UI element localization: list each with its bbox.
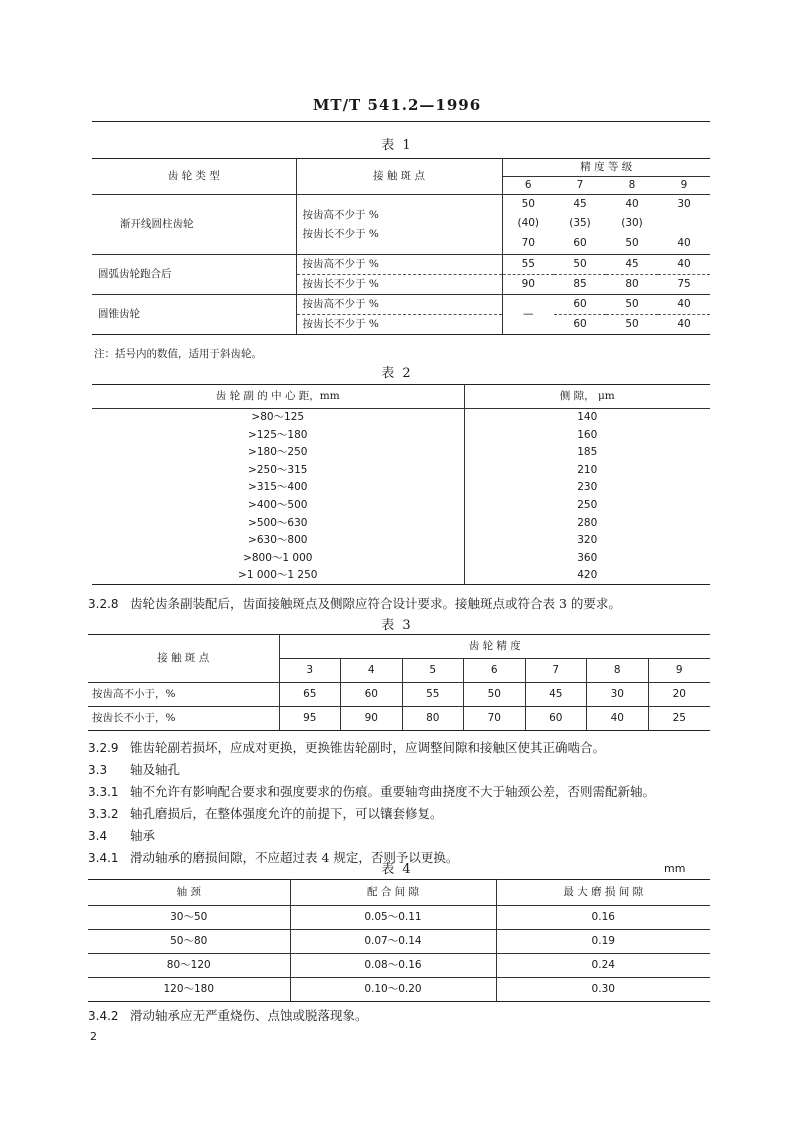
table3-value: 50: [464, 683, 526, 707]
table-row: [92, 567, 710, 585]
table3-grade: 5: [402, 659, 464, 683]
table1-value: 75: [658, 275, 710, 295]
table1-value: 40: [658, 315, 710, 335]
table3-value: 90: [341, 707, 403, 731]
table1-value: 55: [502, 255, 554, 275]
table3-row-label: 按齿长不小于，%: [88, 707, 279, 731]
table4-caption: 表 4: [381, 862, 413, 877]
clause-3-3-1: [88, 782, 655, 800]
table4-max: 0.30: [591, 983, 615, 996]
table1-grade: 9: [658, 177, 710, 195]
table1-value: (35): [569, 217, 591, 230]
clause-text: 轴孔磨损后，在整体强度允许的前提下，可以镶套修复。: [130, 806, 443, 821]
table3-value: 30: [587, 683, 649, 707]
table2-backlash: 420: [577, 569, 598, 582]
table3-value: 20: [648, 683, 710, 707]
clause-number: 3.3: [88, 763, 108, 777]
table1-grade: 7: [554, 177, 606, 195]
table4-fit: 0.08～0.16: [290, 954, 496, 978]
table4-fit: 0.10～0.20: [290, 978, 496, 1002]
clause-number: 3.2.9: [88, 741, 119, 755]
table1-header-contact: 接 触 斑 点: [296, 159, 502, 195]
table-row: [88, 930, 710, 954]
table1-value: 60: [554, 233, 606, 255]
clause-3-3: [88, 760, 180, 778]
table3-grade: 7: [525, 659, 587, 683]
clause-number: 3.2.8: [88, 597, 119, 611]
table2-distance: >1 000～1 250: [92, 567, 464, 585]
table1-value: (40): [517, 217, 540, 230]
table-row: [92, 426, 710, 444]
table3-value: 55: [402, 683, 464, 707]
table1-value: 60: [554, 295, 606, 315]
clause-number: 3.4: [88, 829, 108, 843]
table2-distance: >180～250: [92, 444, 464, 462]
table1-grade: 6: [502, 177, 554, 195]
table1-header-grade: 精 度 等 级: [502, 159, 710, 177]
table4-fit: 0.07～0.14: [290, 930, 496, 954]
table1-value: 40: [625, 198, 639, 211]
table1-value: 40: [658, 295, 710, 315]
table4-journal: 30～50: [88, 906, 290, 930]
table-row: [88, 683, 710, 707]
table1: [92, 158, 710, 335]
table1-contact-length: 按齿长不少于 %: [296, 315, 502, 335]
clause-number: 3.3.2: [88, 807, 119, 821]
table-row: [92, 461, 710, 479]
table4-journal: 50～80: [88, 930, 290, 954]
table4-header-journal: 轴 颈: [88, 880, 290, 906]
table2-backlash: 360: [577, 551, 598, 564]
table3-value: 80: [402, 707, 464, 731]
table3-value: 45: [525, 683, 587, 707]
table-row: [92, 409, 710, 427]
table1-value: 40: [658, 233, 710, 255]
table2-distance: >400～500: [92, 496, 464, 514]
table2-header-center-distance: 齿 轮 副 的 中 心 距，mm: [92, 385, 464, 409]
table1-value: 70: [502, 233, 554, 255]
clause-3-3-2: [88, 804, 443, 822]
table4-max: 0.19: [496, 930, 710, 954]
table1-value: 50: [606, 315, 658, 335]
clause-3-4: [88, 826, 155, 844]
table2-distance: >250～315: [92, 461, 464, 479]
table3-header-contact: 接 触 斑 点: [88, 635, 279, 683]
clause-number: 3.3.1: [88, 785, 119, 799]
table1-contact-length: 按齿长不少于 %: [302, 227, 379, 240]
clause-number: 3.4.1: [88, 851, 119, 865]
table2-backlash: 140: [577, 411, 598, 424]
table2-backlash: 185: [577, 446, 598, 459]
table1-contact-height: 按齿高不少于 %: [296, 255, 502, 275]
table4: [88, 879, 710, 1002]
clause-text: 轴承: [130, 828, 156, 843]
table2-distance: >315～400: [92, 479, 464, 497]
table1-header-type: 齿 轮 类 型: [92, 159, 296, 195]
table-row: [88, 707, 710, 731]
page-number: 2: [90, 1030, 97, 1043]
table2-caption: 表 2: [381, 366, 413, 381]
table2-backlash: 320: [577, 534, 598, 547]
table2-distance: >500～630: [92, 514, 464, 532]
table-row: [92, 549, 710, 567]
table3-value: 25: [672, 712, 686, 725]
table2-distance: >125～180: [92, 426, 464, 444]
table4-journal: 120～180: [88, 978, 290, 1002]
table1-grade: 8: [606, 177, 658, 195]
table3-value: 70: [464, 707, 526, 731]
clause-text: 滑动轴承的磨损间隙，不应超过表 4 规定，否则予以更换。: [130, 850, 459, 865]
table1-value: (30): [621, 217, 643, 230]
table4-journal: 80～120: [88, 954, 290, 978]
table1-value: 50: [606, 233, 658, 255]
table1-value: 30: [677, 198, 691, 211]
table1-value: 45: [573, 198, 587, 211]
table-row: [88, 978, 710, 1002]
table1-value: 40: [658, 255, 710, 275]
table2: [92, 384, 710, 585]
document-header: MT/T 541.2—1996: [312, 96, 482, 114]
table4-fit: 0.05～0.11: [290, 906, 496, 930]
table1-type-involute: 渐开线圆柱齿轮: [92, 195, 296, 255]
table3-header-precision: 齿 轮 精 度: [279, 635, 710, 659]
clause-3-2-8: [88, 594, 621, 612]
table3-caption: 表 3: [381, 618, 413, 633]
table2-distance: >630～800: [92, 532, 464, 550]
table1-type-bevel: 圆锥齿轮: [92, 295, 296, 335]
table1-contact-height: 按齿高不少于 %: [302, 208, 379, 221]
clause-text: 齿轮齿条副装配后，齿面接触斑点及侧隙应符合设计要求。接触斑点或符合表 3 的要求。: [130, 596, 621, 611]
table3: [88, 634, 710, 731]
table4-max: 0.24: [496, 954, 710, 978]
table3-value: 60: [525, 707, 587, 731]
table3-grade: 8: [587, 659, 649, 683]
table1-contact-cell: [296, 195, 502, 255]
table1-note: 注：括号内的数值，适用于斜齿轮。: [94, 348, 262, 360]
table1-value: 80: [606, 275, 658, 295]
table2-distance: >800～1 000: [92, 549, 464, 567]
table4-unit: mm: [664, 862, 686, 875]
table1-value: 60: [554, 315, 606, 335]
table-row: [92, 514, 710, 532]
clause-3-2-9: [88, 738, 605, 756]
header-rule: [92, 121, 710, 122]
table1-value: 50: [606, 295, 658, 315]
table3-grade: 6: [464, 659, 526, 683]
table2-distance: >80～125: [92, 409, 464, 427]
table3-row-label: 按齿高不小于，%: [88, 683, 279, 707]
table3-grade: 4: [341, 659, 403, 683]
clause-text: 轴不允许有影响配合要求和强度要求的伤痕。重要轴弯曲挠度不大于轴颈公差，否则需配新轴。: [130, 784, 656, 799]
table1-value: —: [502, 295, 554, 335]
table4-header-max-wear: 最 大 磨 损 间 隙: [496, 880, 710, 906]
table3-grade: 3: [279, 659, 341, 683]
table-row: [92, 496, 710, 514]
table-row: [88, 906, 710, 930]
table1-type-arc: 圆弧齿轮跑合后: [92, 255, 296, 295]
table-row: [88, 954, 710, 978]
table2-backlash: 250: [577, 498, 598, 511]
table2-backlash: 230: [577, 481, 598, 494]
table3-grade: 9: [648, 659, 710, 683]
table1-value: 85: [554, 275, 606, 295]
table-row: [92, 255, 710, 275]
table1-contact-length: 按齿长不少于 %: [296, 275, 502, 295]
clause-text: 锥齿轮副若损坏，应成对更换，更换锥齿轮副时，应调整间隙和接触区使其正确啮合。: [130, 740, 606, 755]
clause-number: 3.4.2: [88, 1009, 119, 1023]
table-row: [92, 479, 710, 497]
table3-value: 95: [279, 707, 341, 731]
table3-value: 40: [587, 707, 649, 731]
table-row: [92, 532, 710, 550]
table1-value: [658, 215, 710, 233]
clause-text: 轴及轴孔: [130, 762, 181, 777]
table1-value: 45: [606, 255, 658, 275]
table2-backlash: 210: [577, 463, 598, 476]
table4-header-fit-clearance: 配 合 间 隙: [290, 880, 496, 906]
table4-max: 0.16: [496, 906, 710, 930]
table1-value: 50: [554, 255, 606, 275]
table2-backlash: 280: [577, 516, 598, 529]
table-row: [92, 444, 710, 462]
table1-caption: 表 1: [381, 138, 413, 153]
table2-backlash: 160: [577, 428, 598, 441]
table1-value: 50: [521, 198, 535, 211]
table3-value: 65: [279, 683, 341, 707]
table-row: [92, 195, 710, 215]
clause-3-4-2: [88, 1006, 368, 1024]
table1-value: 90: [502, 275, 554, 295]
clause-text: 滑动轴承应无严重烧伤、点蚀或脱落现象。: [130, 1008, 368, 1023]
table-row: [92, 295, 710, 315]
table1-contact-height: 按齿高不少于 %: [296, 295, 502, 315]
table3-value: 60: [341, 683, 403, 707]
table2-header-backlash: 侧 隙， μm: [464, 385, 710, 409]
